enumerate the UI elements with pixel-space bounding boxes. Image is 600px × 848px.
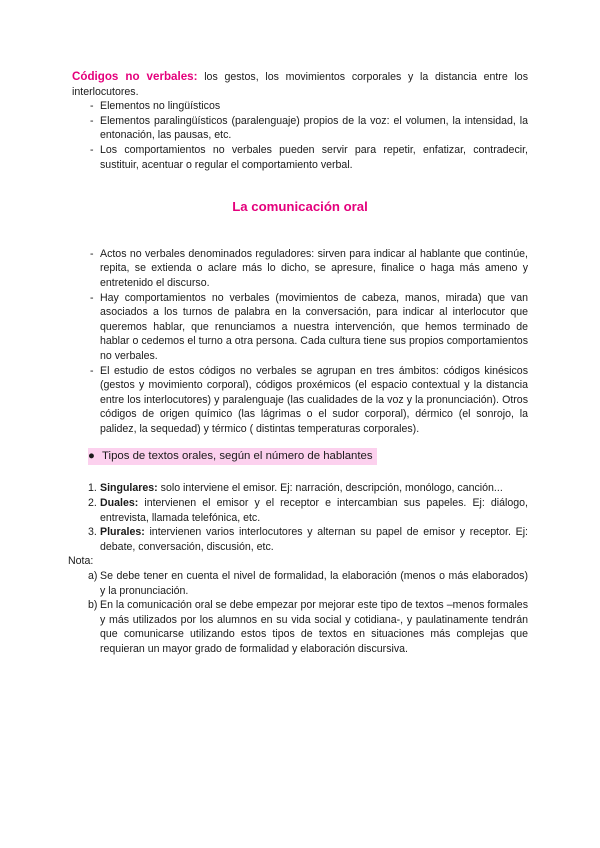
list-item-text: El estudio de estos códigos no verbales se agrupan en tres ámbitos: códigos kinésicos (gestos y movimiento corporal), códigos proxémicos (el espacio contextual y la distancia entre los interlocutores) y paralenguaje (las cualidades de la voz y la pronunciación). Otros códigos de origen químico (las lágrimas o el sudor corporal), dérmico (el sonrojo, la palidez, la sequedad) y térmico ( distintas temperaturas corporales). bbox=[100, 364, 528, 435]
note-text: Se debe tener en cuenta el nivel de formalidad, la elaboración (menos o más elaborados) y la pronunciación. bbox=[100, 570, 528, 597]
bullet-icon: ● bbox=[88, 450, 95, 463]
dash-marker: - bbox=[90, 100, 94, 113]
letter-marker: a) bbox=[88, 570, 98, 583]
list-item bbox=[72, 364, 528, 437]
highlight-label: Tipos de textos orales, según el número de hablantes bbox=[102, 450, 373, 463]
types-list bbox=[72, 481, 528, 554]
type-text: intervienen varios interlocutores y alternan su papel de emisor y receptor. Ej: debate, conversación, discusión, etc. bbox=[100, 526, 528, 553]
highlight-heading bbox=[72, 448, 528, 465]
list-item bbox=[72, 496, 528, 525]
list-item bbox=[72, 247, 528, 291]
list-item bbox=[72, 143, 528, 172]
type-term: Singulares: bbox=[100, 482, 158, 495]
dash-marker: - bbox=[90, 291, 94, 304]
type-term: Duales: bbox=[100, 497, 139, 510]
dash-marker: - bbox=[90, 143, 94, 156]
letter-marker: b) bbox=[88, 599, 98, 612]
list-item-text: Elementos paralingüísticos (paralenguaje) propios de la voz: el volumen, la intensidad, la entonación, las pausas, etc. bbox=[100, 114, 528, 142]
number-marker: 1. bbox=[88, 482, 97, 495]
note-text: En la comunicación oral se debe empezar por mejorar este tipo de textos –menos formales y más utilizados por los alumnos en su vida social y cotidiana-, y paulatinamente tendrán que comunicarse utilizando estos tipos de textos en situaciones más complejas que requieran un mayor grado de formalidad y elaboración discursiva. bbox=[100, 599, 528, 655]
nota-label: Nota: bbox=[68, 555, 94, 568]
notes-list bbox=[72, 569, 528, 657]
type-term: Plurales: bbox=[100, 526, 145, 539]
number-marker: 2. bbox=[88, 497, 97, 510]
document-page bbox=[68, 70, 528, 657]
intro-text: los gestos, los movimientos corporales y la distancia entre los interlocutores. bbox=[72, 71, 528, 98]
section-title: La comunicación oral bbox=[232, 199, 368, 215]
list-item-text: Elementos no lingüísticos bbox=[100, 100, 221, 113]
list-item bbox=[72, 569, 528, 598]
highlighted-text bbox=[88, 448, 377, 465]
list-item-text: Los comportamientos no verbales pueden servir para repetir, enfatizar, contradecir, sustituir, acentuar o regular el comportamiento verbal. bbox=[100, 143, 528, 171]
list-item bbox=[72, 99, 528, 114]
dash-marker: - bbox=[90, 364, 94, 377]
dash-marker: - bbox=[90, 247, 94, 260]
intro-paragraph bbox=[72, 70, 528, 99]
list-item bbox=[72, 598, 528, 656]
list-item bbox=[72, 291, 528, 364]
intro-list bbox=[72, 99, 528, 172]
dash-marker: - bbox=[90, 114, 94, 127]
number-marker: 3. bbox=[88, 526, 97, 539]
list-item bbox=[72, 481, 528, 496]
intro-title: Códigos no verbales: bbox=[72, 70, 198, 83]
list-item-text: Hay comportamientos no verbales (movimientos de cabeza, manos, mirada) que van asociados a los turnos de palabra en la conversación, para indicar al interlocutor que queremos hablar, que renunciamos a nuestra intervención, que hemos terminado de hablar o cedemos el turno a otra persona. Cada cultura tiene sus propios comportamientos no verbales. bbox=[100, 291, 528, 362]
list-item bbox=[72, 525, 528, 554]
type-text: solo interviene el emisor. Ej: narración, descripción, monólogo, canción... bbox=[157, 482, 503, 495]
list-item bbox=[72, 114, 528, 143]
list-item-text: Actos no verbales denominados reguladores: sirven para indicar al hablante que continúe, repita, se extienda o aclare más lo dicho, se apresure, finalice o haga más ameno y entretenido el discurso. bbox=[100, 247, 528, 289]
main-list bbox=[72, 247, 528, 437]
type-text: intervienen el emisor y el receptor e intercambian sus papeles. Ej: diálogo, entrevista, llamada telefónica, etc. bbox=[100, 497, 528, 524]
